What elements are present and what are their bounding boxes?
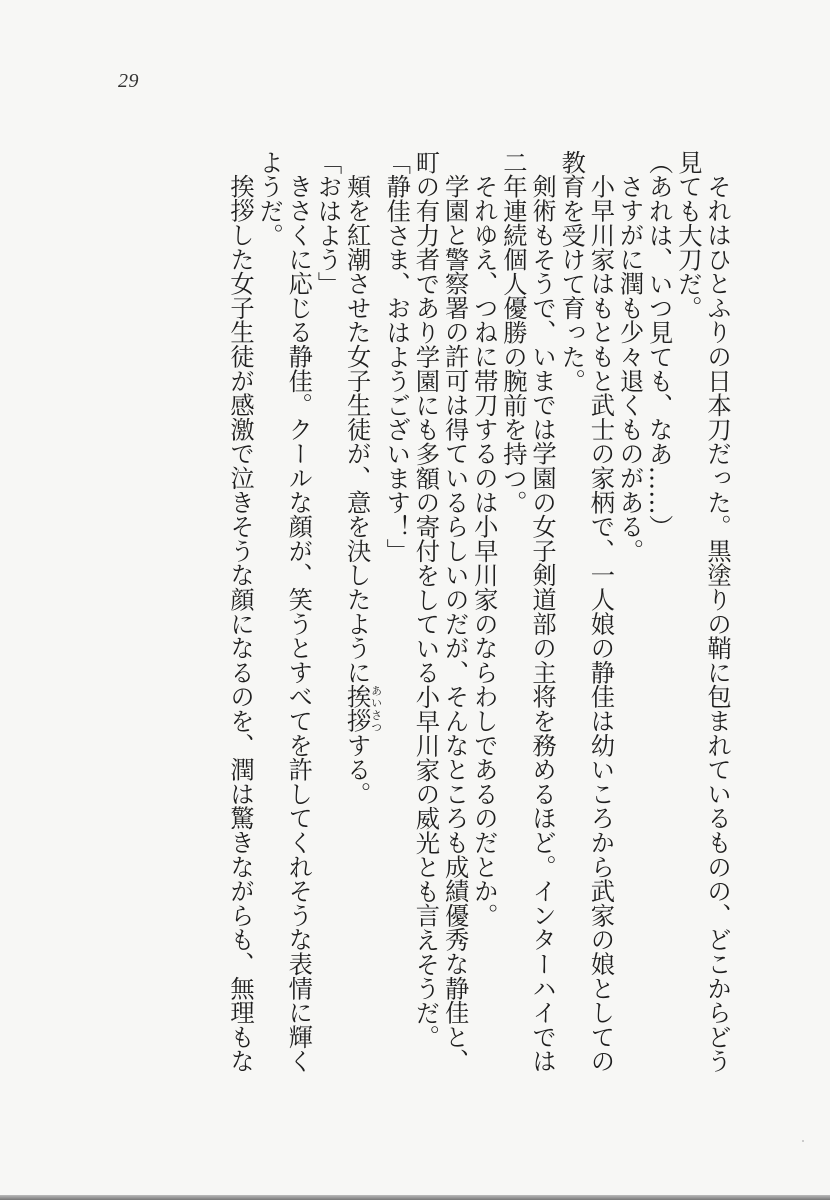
text-line: 剣術もそうで、いまでは学園の女子剣道部の主将を務めるほど。インターハイでは xyxy=(528,174,558,1074)
text-line: 挨拶した女子生徒が感激で泣きそうな顔になるのを、潤は驚きながらも、無理もな xyxy=(226,174,255,1074)
text-line: さすがに潤も少々退くものがある。 xyxy=(615,174,645,563)
text-line: 頬を紅潮させた女子生徒が、意を決したように挨拶あいさつする。 xyxy=(342,174,383,806)
text-line: 町の有力者であり学園にも多額の寄付をしている小早川家の威光とも言えそうだ。 xyxy=(411,150,441,1050)
page-number: 29 xyxy=(118,70,139,92)
text-line: （あれは、いつ見ても、なあ……） xyxy=(644,150,674,539)
text-line: 見ても大刀だ。 xyxy=(673,150,703,321)
text-line: 教育を受けて育った。 xyxy=(557,150,587,393)
text-line: 「おはよう」 xyxy=(313,150,343,296)
text-line: それはひとふりの日本刀だった。黒塗りの鞘に包まれているものの、どこからどう xyxy=(703,174,732,1074)
page-bottom-edge xyxy=(0,1195,830,1200)
text-line: 学園と警察署の許可は得ているらしいのだが、そんなところも成績優秀な静佳と、 xyxy=(440,174,470,1074)
text-line: それゆえ、つねに帯刀するのは小早川家のならわしであるのだとか。 xyxy=(469,174,499,928)
text-line: 小早川家はもともと武士の家柄で、一人娘の静佳は幼いころから武家の娘としての xyxy=(586,174,616,1074)
scan-speck xyxy=(802,1140,804,1142)
body-text xyxy=(226,150,732,1130)
ruby-annotation: 挨拶あいさつ xyxy=(342,684,383,733)
text-line: きさくに応じる静佳。クールな顔が、笑うとすべてを許してくれそうな表情に輝く xyxy=(284,174,314,1074)
text-line: 「静佳さま、おはようございます！」 xyxy=(382,150,412,564)
text-line: ようだ。 xyxy=(255,150,285,248)
text-line: 二年連続個人優勝の腕前を持つ。 xyxy=(498,150,528,515)
